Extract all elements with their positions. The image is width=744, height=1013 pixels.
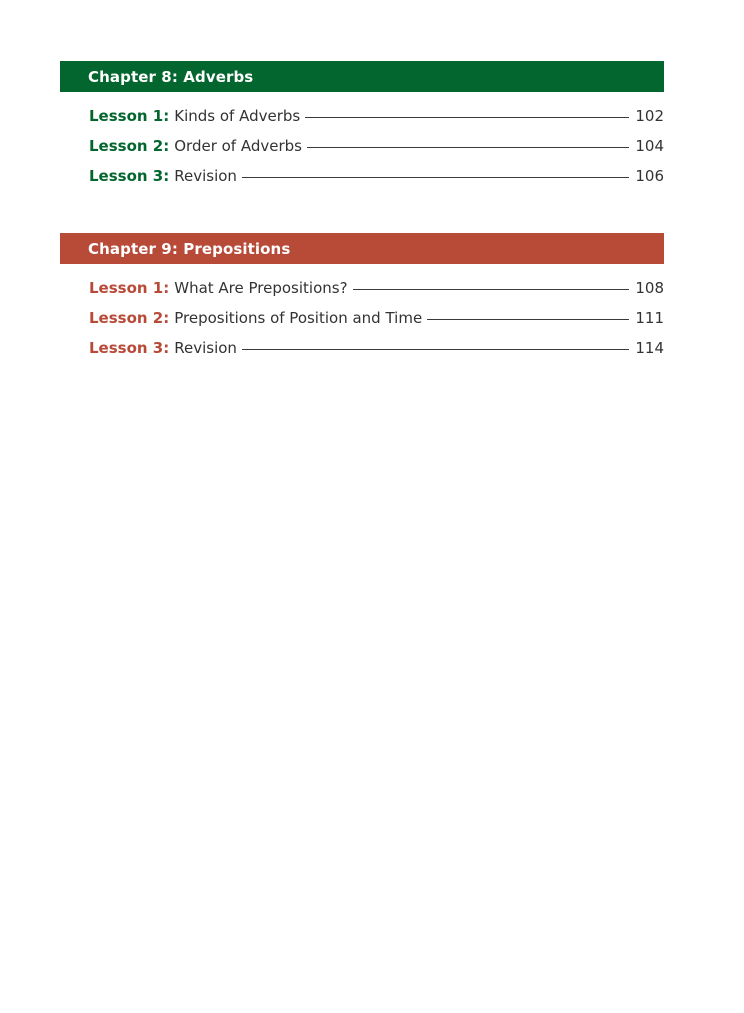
- lesson-label: Lesson 3:: [89, 339, 170, 357]
- dot-leader: [427, 319, 629, 320]
- lesson-label: Lesson 2:: [89, 137, 170, 155]
- lesson-title: Prepositions of Position and Time: [174, 309, 423, 327]
- dot-leader: [307, 147, 629, 148]
- chapter-9-lesson-2[interactable]: [89, 309, 664, 339]
- lesson-title: Revision: [174, 339, 237, 357]
- page-number: 102: [635, 107, 664, 125]
- chapter-8-lesson-3[interactable]: [89, 167, 664, 197]
- lesson-label: Lesson 1:: [89, 107, 170, 125]
- chapter-8-title: Chapter 8: Adverbs: [88, 67, 254, 86]
- page-number: 114: [635, 339, 664, 357]
- page-number: 104: [635, 137, 664, 155]
- dot-leader: [305, 117, 629, 118]
- dot-leader: [353, 289, 630, 290]
- dot-leader: [242, 349, 629, 350]
- chapter-8-lesson-list: [60, 92, 664, 197]
- lesson-title: What Are Prepositions?: [174, 279, 348, 297]
- chapter-9-header: [60, 233, 664, 264]
- chapter-8-section: [60, 61, 664, 197]
- page-number: 108: [635, 279, 664, 297]
- lesson-title: Order of Adverbs: [174, 137, 302, 155]
- lesson-label: Lesson 3:: [89, 167, 170, 185]
- chapter-9-section: [60, 233, 664, 369]
- chapter-8-lesson-1[interactable]: [89, 107, 664, 137]
- lesson-label: Lesson 2:: [89, 309, 170, 327]
- dot-leader: [242, 177, 629, 178]
- lesson-title: Revision: [174, 167, 237, 185]
- chapter-8-header: [60, 61, 664, 92]
- chapter-9-title: Chapter 9: Prepositions: [88, 239, 291, 258]
- chapter-9-lesson-1[interactable]: [89, 279, 664, 309]
- chapter-8-lesson-2[interactable]: [89, 137, 664, 167]
- page-number: 111: [635, 309, 664, 327]
- chapter-9-lesson-list: [60, 264, 664, 369]
- lesson-label: Lesson 1:: [89, 279, 170, 297]
- lesson-title: Kinds of Adverbs: [174, 107, 301, 125]
- page-number: 106: [635, 167, 664, 185]
- chapter-9-lesson-3[interactable]: [89, 339, 664, 369]
